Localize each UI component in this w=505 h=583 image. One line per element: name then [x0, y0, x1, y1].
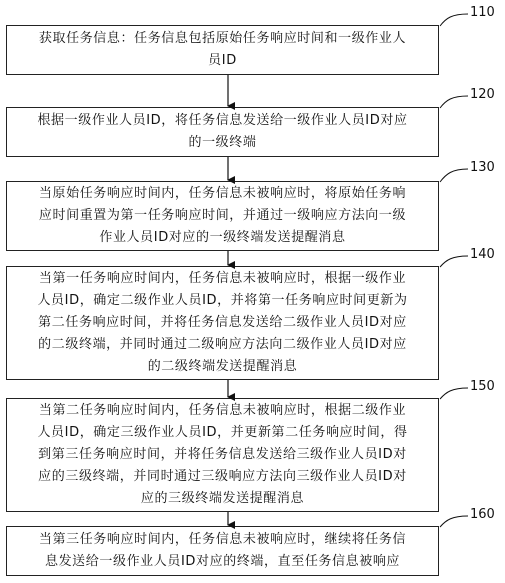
step-box-160: [6, 526, 439, 576]
step-text-160: 当第三任务响应时间内，任务信息未被响应时，继续将任务信 息发送给一级作业人员ID对应的终端，直至任务信息被响应: [38, 532, 407, 569]
step-box-150: [6, 398, 439, 512]
step-box-130: [6, 181, 439, 251]
step-label-140: 140: [470, 247, 495, 262]
leader-110: [440, 14, 468, 26]
step-label-130: 130: [470, 160, 495, 175]
step-label-110: 110: [470, 5, 495, 20]
step-box-140: [6, 266, 439, 380]
leader-120: [440, 96, 468, 108]
step-label-160: 160: [470, 507, 495, 522]
step-box-110: [6, 25, 439, 75]
step-text-130: 当原始任务响应时间内，任务信息未被响应时，将原始任务响 应时间重置为第一任务响应时间，并通过一级响应方法向一级 作业人员ID对应的一级终端发送提醒消息: [38, 186, 407, 245]
step-text-110: 获取任务信息：任务信息包括原始任务响应时间和一级作业人 员ID: [38, 31, 407, 68]
step-label-150: 150: [470, 379, 495, 394]
step-box-120: [6, 107, 439, 157]
step-text-120: 根据一级作业人员ID，将任务信息发送给一级作业人员ID对应 的一级终端: [37, 113, 408, 150]
step-text-150: 当第二任务响应时间内，任务信息未被响应时，根据二级作业 人员ID，确定三级作业人员ID，并更新第二任务响应时间，得 到第三任务响应时间，并将任务信息发送给三级作业人员ID对 应的三级终端，并同时通过三级响应方法向三级作业人员ID对 应的三级终端发送提醒消息: [37, 403, 408, 506]
step-label-120: 120: [470, 87, 495, 102]
leader-150: [440, 388, 468, 399]
leader-160: [440, 516, 468, 527]
leader-130: [440, 169, 468, 182]
leader-140: [440, 256, 468, 267]
step-text-140: 当第一任务响应时间内，任务信息未被响应时，根据一级作业 人员ID，确定二级作业人员ID，并将第一任务响应时间更新为 第二任务响应时间，并将任务信息发送给二级作业人员ID对应 的二级终端，并同时通过二级响应方法向二级作业人员ID对应 的二级终端发送提醒消息: [37, 271, 408, 374]
